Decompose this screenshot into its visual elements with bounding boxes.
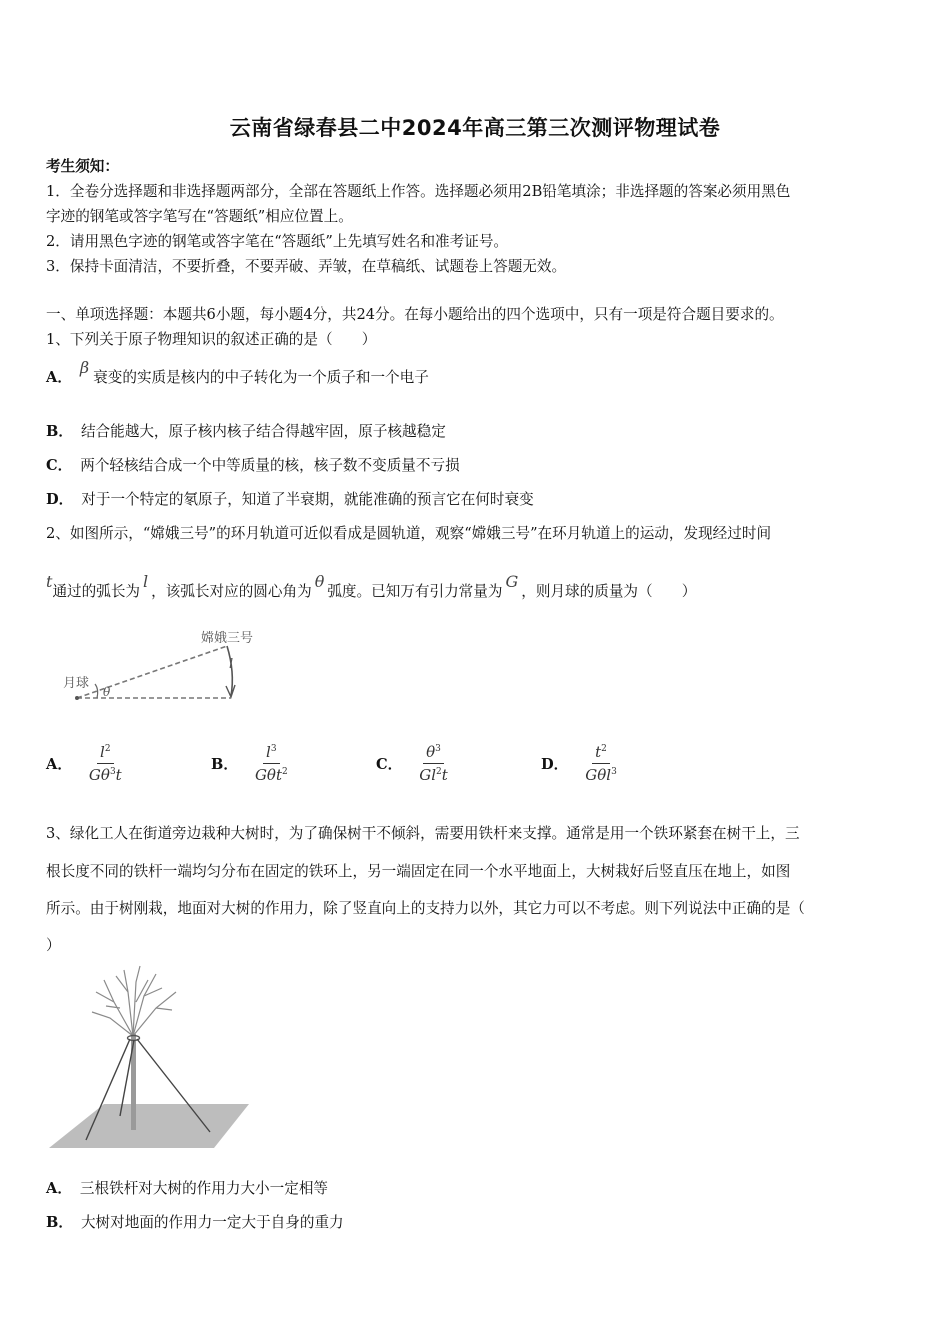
stem-text: ，则月球的质量为（ ）	[521, 583, 697, 600]
q1-option-d[interactable]	[46, 488, 534, 509]
tree-branches	[92, 966, 176, 1036]
exponent: 3	[109, 766, 116, 777]
denominator: Gθl	[585, 765, 612, 784]
option-label: B．	[46, 1214, 73, 1231]
tree-figure	[44, 962, 254, 1152]
formula	[252, 743, 291, 784]
page-title: 云南省绿春县二中2024年高三第三次测评物理试卷	[229, 116, 721, 140]
ground-plane	[49, 1104, 249, 1148]
option-text: 结合能越大，原子核内核子结合得越牢固，原子核越稳定	[80, 423, 446, 440]
q3-option-b[interactable]	[46, 1211, 344, 1232]
exponent: 2	[436, 766, 442, 777]
arc-arrow	[226, 685, 235, 697]
option-label: D．	[541, 755, 569, 773]
option-text: 两个轻核结合成一个中等质量的核，核子数不变质量不亏损	[80, 457, 460, 474]
stem-text: 弧度。已知万有引力常量为	[327, 583, 503, 600]
var-t: t	[46, 572, 53, 591]
denominator: Gl	[419, 765, 436, 784]
denominator-tail: t	[115, 765, 122, 784]
q2-stem-line1: 2、如图所示，“嫦娥三号”的环月轨道可近似看成是圆轨道，观察“嫦娥三号”在环月轨道上的运动，发现经过时间	[46, 525, 772, 542]
q1-option-b[interactable]	[46, 420, 446, 441]
q2-option-d[interactable]	[541, 738, 620, 788]
exponent: 2	[601, 743, 607, 754]
numerator: t	[595, 742, 602, 761]
option-text: 对于一个特定的氡原子，知道了半衰期，就能准确的预言它在何时衰变	[81, 491, 534, 508]
arc-label: l	[229, 657, 234, 672]
q2-options	[46, 738, 906, 788]
denominator-tail: t	[441, 765, 448, 784]
notice-heading: 考生须知：	[46, 158, 119, 175]
exponent: 3	[270, 743, 277, 754]
option-text: 三根铁杆对大树的作用力大小一定相等	[79, 1180, 329, 1197]
notice-item-1-cont: 字迹的钢笔或答字笔写在“答题纸”相应位置上。	[46, 208, 353, 225]
section-heading: 一、单项选择题：本题共6小题，每小题4分，共24分。在每小题给出的四个选项中，只有一项是符合题目要求的。	[46, 306, 784, 323]
q3-stem-line2: 根长度不同的铁杆一端均匀分布在固定的铁环上，另一端固定在同一个水平地面上，大树栽好后竖直压在地上，如图	[46, 863, 791, 880]
exponent: 2	[104, 743, 111, 754]
option-label: B．	[211, 755, 238, 773]
option-label: B．	[46, 423, 73, 440]
denominator: Gθt	[254, 765, 282, 784]
q1-option-a[interactable]	[46, 358, 429, 387]
exponent: 3	[611, 766, 617, 777]
option-label: A．	[46, 369, 72, 386]
option-label: D．	[46, 491, 74, 508]
numerator: l	[266, 742, 271, 761]
denominator: Gθ	[88, 765, 110, 784]
formula	[86, 743, 125, 784]
var-G: G	[505, 572, 519, 591]
q3-stem-line3: 所示。由于树刚栽，地面对大树的作用力，除了竖直向上的支持力以外，其它力可以不考虑。则下列说法中正确的是（	[46, 900, 805, 917]
var-theta: θ	[314, 572, 325, 591]
formula	[416, 743, 451, 784]
q2-stem-line2	[46, 572, 697, 601]
option-label: C．	[376, 755, 403, 773]
angle-label: θ	[103, 685, 111, 699]
q2-option-a[interactable]	[46, 738, 125, 788]
q1-stem: 1、下列关于原子物理知识的叙述正确的是（ ）	[46, 331, 377, 348]
var-l: l	[143, 572, 149, 591]
exponent: 2	[281, 766, 288, 777]
notice-item-1: 1．全卷分选择题和非选择题两部分，全部在答题纸上作答。选择题必须用2B铅笔填涂；非选择题的答案必须用黑色	[46, 183, 791, 200]
numerator: θ	[426, 742, 436, 761]
moon-center	[75, 696, 79, 700]
option-text: 大树对地面的作用力一定大于自身的重力	[80, 1214, 344, 1231]
option-label: C．	[46, 457, 73, 474]
beta-symbol: β	[79, 358, 90, 377]
option-label: A．	[46, 755, 72, 773]
stem-text: 通过的弧长为	[52, 583, 141, 600]
q3-stem-line1: 3、绿化工人在街道旁边栽种大树时，为了确保树干不倾斜，需要用铁杆来支撑。通常是用一个铁环紧套在树干上，三	[46, 825, 800, 842]
probe-label: 嫦娥三号	[201, 631, 254, 646]
numerator: l	[100, 742, 105, 761]
formula	[582, 743, 620, 784]
option-text: 衰变的实质是核内的中子转化为一个质子和一个电子	[93, 369, 429, 386]
q3-stem-line4: ）	[46, 937, 61, 954]
q2-option-c[interactable]	[376, 738, 451, 788]
radius-line-slant	[77, 646, 227, 698]
q1-option-c[interactable]	[46, 454, 460, 475]
orbit-figure	[55, 624, 295, 714]
q3-option-a[interactable]	[46, 1177, 328, 1198]
stem-text: ，该弧长对应的圆心角为	[151, 583, 312, 600]
notice-item-2: 2．请用黑色字迹的钢笔或答字笔在“答题纸”上先填写姓名和准考证号。	[46, 233, 509, 250]
notice-item-3: 3．保持卡面清洁，不要折叠，不要弄破、弄皱，在草稿纸、试题卷上答题无效。	[46, 258, 567, 275]
option-label: A．	[46, 1180, 72, 1197]
exponent: 3	[435, 743, 441, 754]
moon-label: 月球	[63, 676, 90, 691]
q2-option-b[interactable]	[211, 738, 291, 788]
